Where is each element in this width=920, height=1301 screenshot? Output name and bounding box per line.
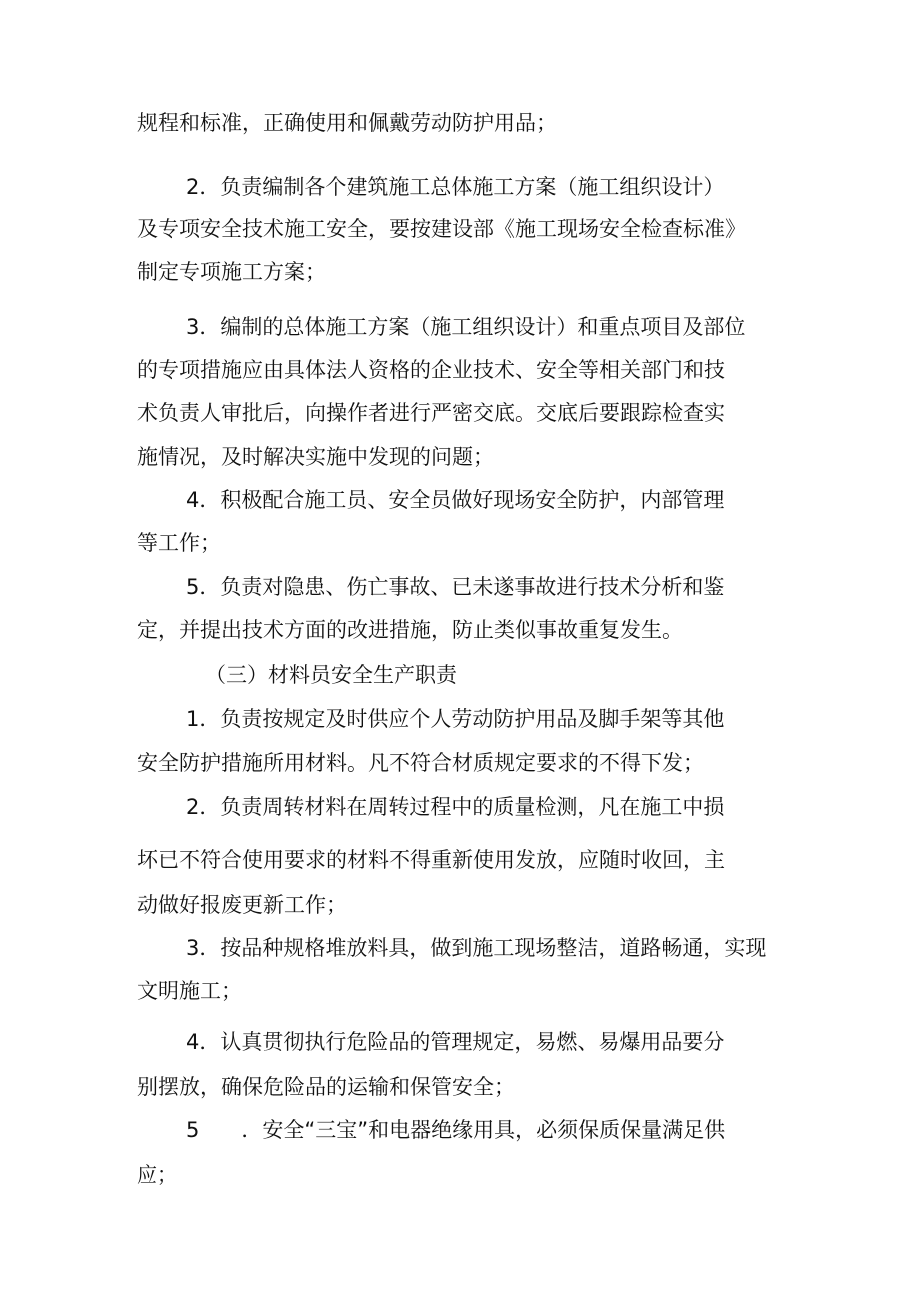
text-line: 坏已不符合使用要求的材料不得重新使用发放，应随时收回，主: [137, 848, 725, 872]
text-line: 安全防护措施所用材料。凡不符合材质规定要求的不得下发；: [137, 751, 704, 775]
text-line: 定，并提出技术方面的改进措施，防止类似事故重复发生。: [137, 618, 683, 642]
text-line: 及专项安全技术施工安全，要按建设部《施工现场安全检查标准》: [137, 217, 746, 241]
text-line: 2．负责周转材料在周转过程中的质量检测，凡在施工中损: [186, 795, 725, 819]
text-line: 3．编制的总体施工方案（施工组织设计）和重点项目及部位: [186, 315, 746, 339]
text-line: 4．积极配合施工员、安全员做好现场安全防护，内部管理: [186, 488, 725, 512]
text-line: 文明施工；: [137, 979, 242, 1003]
text-line: 术负责人审批后，向操作者进行严密交底。交底后要跟踪检查实: [137, 401, 725, 425]
text-line: 动做好报废更新工作；: [137, 893, 347, 917]
text-line: 制定专项施工方案；: [137, 260, 326, 284]
text-line: 等工作；: [137, 531, 221, 555]
text-line: 2．负责编制各个建筑施工总体施工方案（施工组织设计）: [186, 175, 725, 199]
text-line: 5．负责对隐患、伤亡事故、已未遂事故进行技术分析和鉴: [186, 575, 725, 599]
text-line: 的专项措施应由具体法人资格的企业技术、安全等相关部门和技: [137, 358, 725, 382]
text-line: 5 ．安全“三宝”和电器绝缘用具，必须保质保量满足供: [186, 1118, 726, 1142]
text-line: 3．按品种规格堆放料具，做到施工现场整洁，道路畅通，实现: [186, 936, 767, 960]
text-line: 1．负责按规定及时供应个人劳动防护用品及脚手架等其他: [186, 707, 725, 731]
text-line: 施情况，及时解决实施中发现的问题；: [137, 445, 494, 469]
text-line: 应；: [137, 1163, 177, 1187]
text-line: 规程和标准，正确使用和佩戴劳动防护用品；: [137, 111, 557, 135]
section-heading: （三）材料员安全生产职责: [205, 663, 457, 687]
text-line: 别摆放，确保危险品的运输和保管安全；: [137, 1075, 515, 1099]
text-line: 4．认真贯彻执行危险品的管理规定，易燃、易爆用品要分: [186, 1030, 725, 1054]
